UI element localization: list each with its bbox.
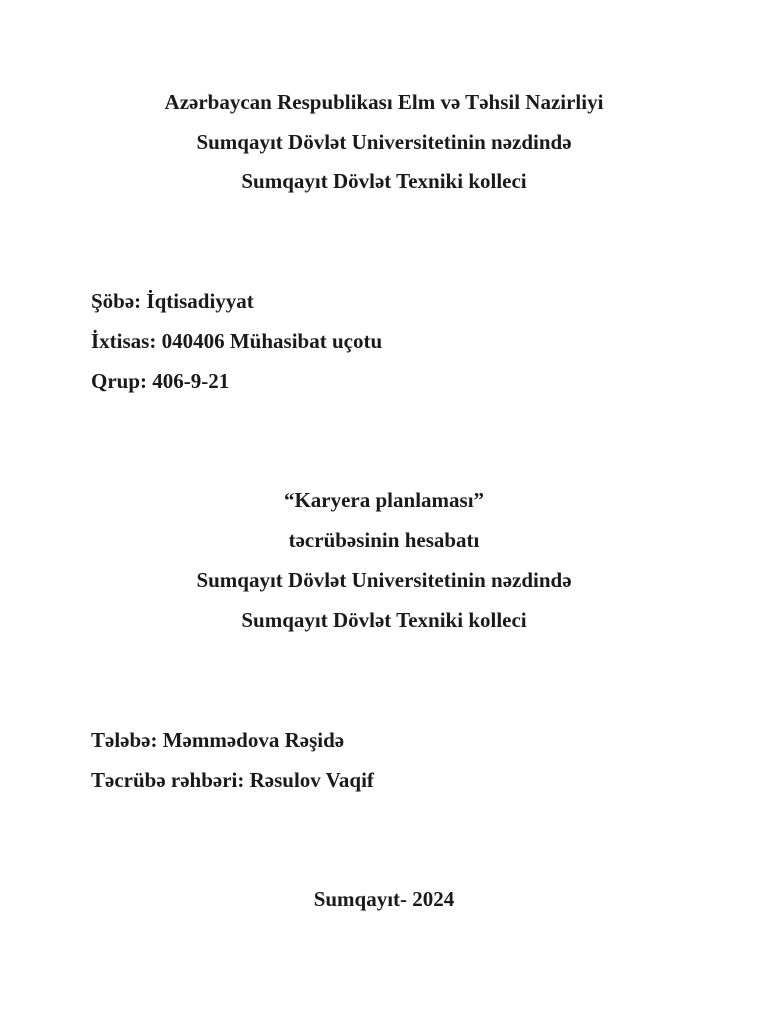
supervisor-line: Təcrübə rəhbəri: Rəsulov Vaqif [91, 768, 374, 792]
report-university: Sumqayıt Dövlət Universitetinin nəzdində [196, 568, 572, 592]
student-line: Tələbə: Məmmədova Rəşidə [91, 728, 345, 752]
university-heading: Sumqayıt Dövlət Universitetinin nəzdində [196, 130, 572, 154]
specialty-line: İxtisas: 040406 Mühasibat uçotu [91, 329, 383, 353]
department-line: Şöbə: İqtisadiyyat [91, 289, 254, 313]
report-title: “Karyera planlaması” [283, 488, 485, 512]
place-year: Sumqayıt- 2024 [313, 887, 455, 911]
report-college: Sumqayıt Dövlət Texniki kolleci [241, 608, 527, 632]
group-line: Qrup: 406-9-21 [91, 369, 230, 393]
college-heading: Sumqayıt Dövlət Texniki kolleci [241, 169, 527, 193]
ministry-heading: Azərbaycan Respublikası Elm və Təhsil Nazirliyi [164, 90, 604, 114]
report-subtitle: təcrübəsinin hesabatı [288, 528, 480, 552]
